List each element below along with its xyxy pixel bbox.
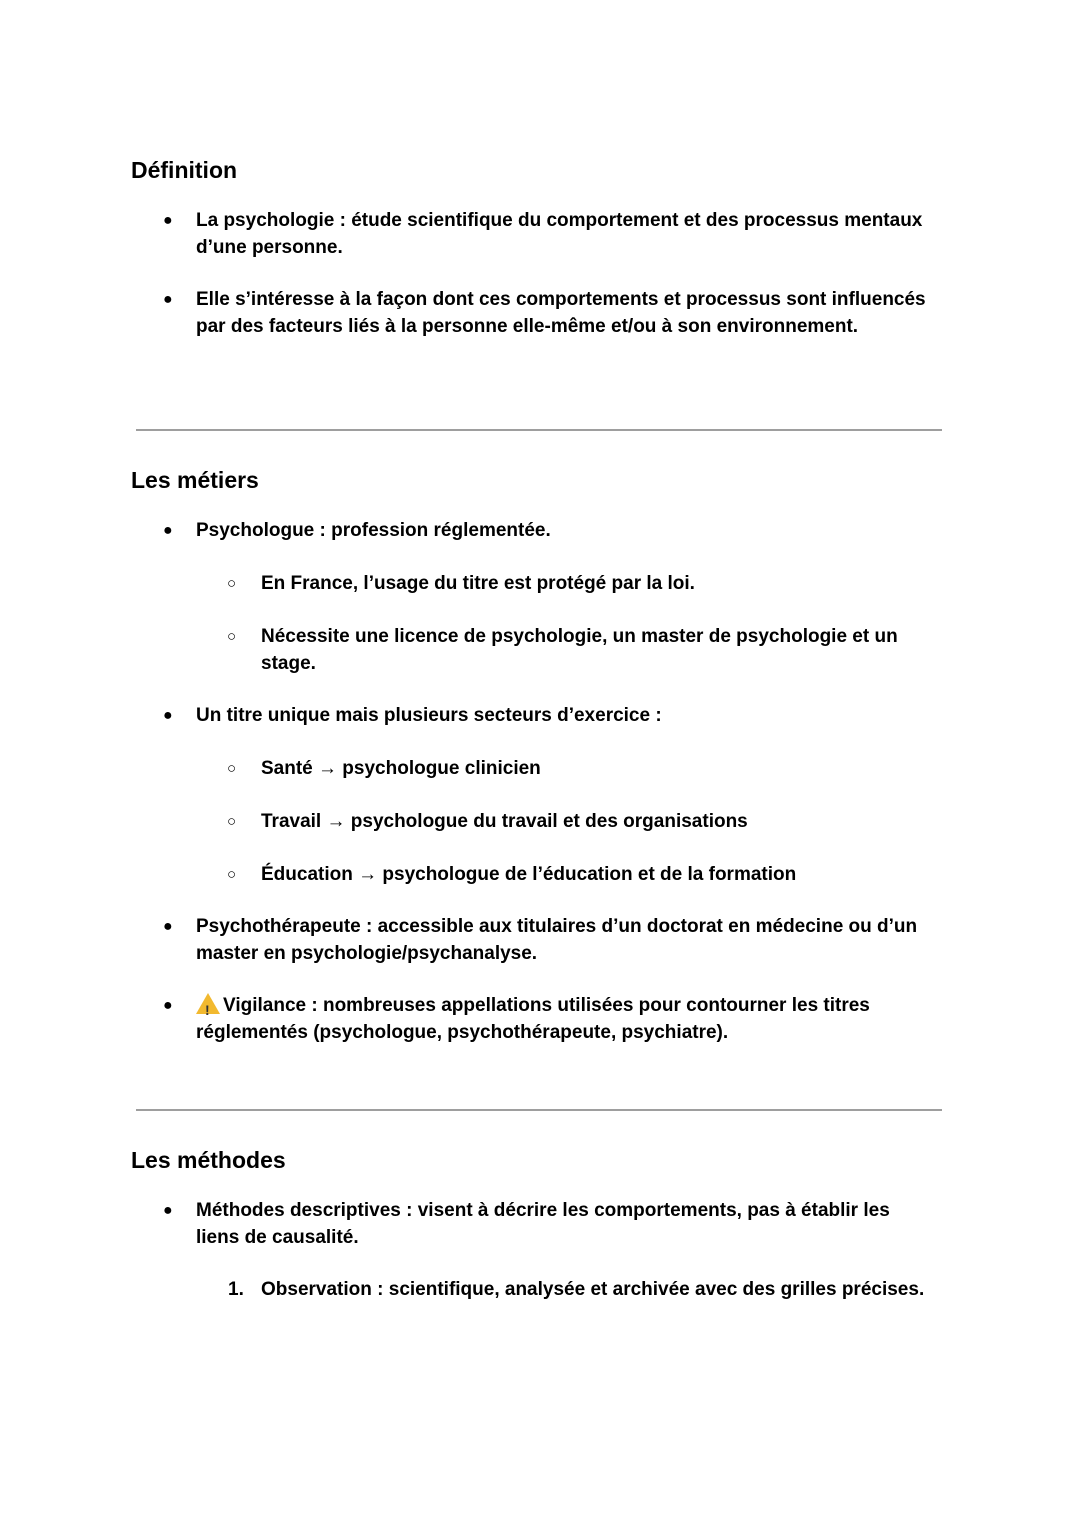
sub-list-item: ○ Éducation → psychologue de l’éducation et de la formation: [261, 862, 941, 889]
sub-list-item: ○ Santé → psychologue clinicien: [261, 756, 941, 783]
numbered-list-item: 1. Observation : scientifique, analysée et archivée avec des grilles précises.: [261, 1277, 941, 1304]
sub-list-item: ○ En France, l’usage du titre est protégé par la loi.: [261, 571, 941, 598]
bullet-icon: ●: [163, 291, 173, 308]
bullet-icon: ●: [163, 212, 173, 229]
section-title-definition: Définition: [131, 157, 238, 183]
section-title-methodes: Les méthodes: [131, 1147, 286, 1173]
sub-bullet-icon: ○: [227, 866, 237, 883]
list-item: ● Un titre unique mais plusieurs secteurs d’exercice :: [196, 703, 936, 730]
sub-bullet-icon: ○: [227, 628, 237, 645]
bullet-icon: ●: [163, 918, 173, 935]
divider: [136, 1109, 942, 1111]
list-item: ● ! Vigilance : nombreuses appellations utilisées pour contourner les titres réglementés (psychologue, psychothérapeute, psychiatre).: [196, 993, 936, 1046]
bullet-icon: ●: [163, 1202, 173, 1219]
sub-bullet-icon: ○: [227, 760, 237, 777]
list-item: ● Méthodes descriptives : visent à décrire les comportements, pas à établir les liens de causalité.: [163, 1200, 890, 1248]
sub-list-item: ○ Travail → psychologue du travail et des organisations: [261, 809, 941, 836]
list-item: ● Elle s’intéresse à la façon dont ces comportements et processus sont influencés par des facteurs liés à la personne elle-même et/ou à son environnement.: [163, 289, 926, 337]
list-item: ● Psychothérapeute : accessible aux titulaires d’un doctorat en médecine ou d’un master en psychologie/psychanalyse.: [163, 916, 918, 964]
bullet-icon: ●: [163, 997, 173, 1014]
bullet-icon: ●: [163, 522, 173, 539]
list-number: 1.: [228, 1279, 244, 1300]
list-item: ● La psychologie : étude scientifique du comportement et des processus mentaux d’une personne.: [163, 210, 923, 258]
list-item: ● Psychologue : profession réglementée.: [196, 518, 936, 545]
section-title-metiers: Les métiers: [131, 467, 259, 493]
divider: [136, 429, 942, 431]
sub-list-item: ○ Nécessite une licence de psychologie, un master de psychologie et un stage.: [227, 626, 898, 674]
sub-bullet-icon: ○: [227, 813, 237, 830]
sub-bullet-icon: ○: [227, 575, 237, 592]
bullet-icon: ●: [163, 707, 173, 724]
warning-icon: [196, 993, 220, 1014]
